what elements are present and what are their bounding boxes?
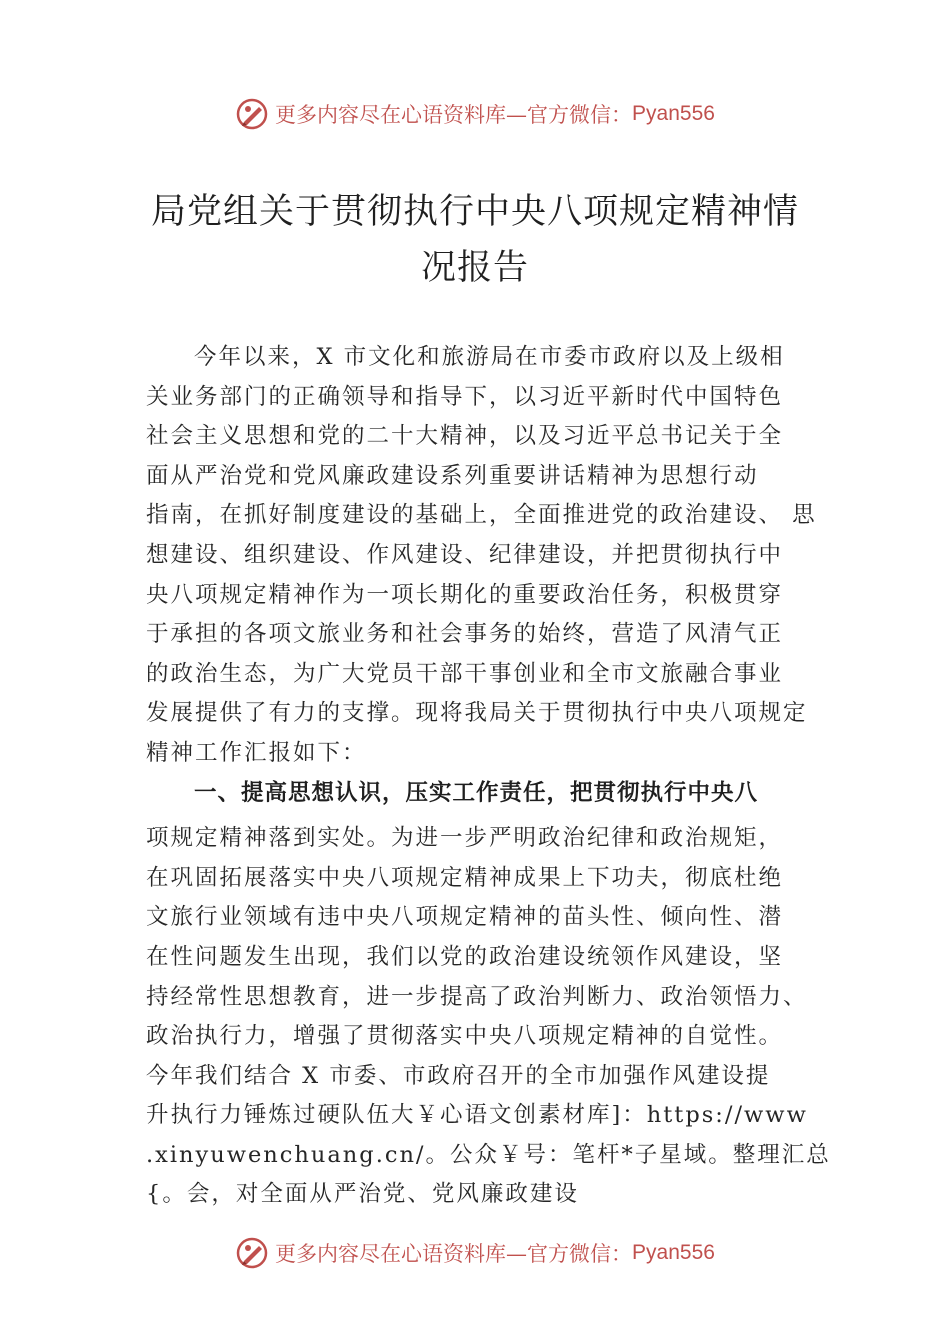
paragraph-line: 在巩固拓展落实中央八项规定精神成果上下功夫，彻底杜绝 <box>146 864 784 891</box>
paragraph-line: 升执行力锤炼过硬队伍大￥心语文创素材库]：https://www <box>146 1102 808 1129</box>
section-heading: 一、提高思想认识，压实工作责任，把贯彻执行中央八 <box>194 779 759 806</box>
watermark-text: 更多内容尽在心语资料库—官方微信： <box>275 103 633 127</box>
watermark-handle: Pyan556 <box>632 1241 715 1264</box>
document-body <box>146 338 831 1215</box>
paragraph-line: 于承担的各项文旅业务和社会事务的始终，营造了风清气正 <box>146 621 784 648</box>
paragraph-line: 项规定精神落到实处。为进一步严明政治纪律和政治规矩， <box>146 825 784 852</box>
paragraph-line: 发展提供了有力的支撑。现将我局关于贯彻执行中央八项规定 <box>146 700 808 727</box>
paragraph-line: 社会主义思想和党的二十大精神，以及习近平总书记关于全 <box>146 423 784 450</box>
paragraph-line: 今年我们结合 X 市委、市政府召开的全市加强作风建设提 <box>146 1062 771 1089</box>
watermark-handle: Pyan556 <box>632 102 715 125</box>
paragraph-line: .xinyuwenchuang.cn/。公众￥号：笔杆*子星域。整理汇总 <box>146 1141 831 1168</box>
paragraph-line: 文旅行业领域有违中央八项规定精神的苗头性、倾向性、潜 <box>146 904 784 931</box>
paragraph-line: 持经常性思想教育，进一步提高了政治判断力、政治领悟力、 <box>146 983 808 1010</box>
document-title <box>140 184 810 296</box>
paragraph-line: 关业务部门的正确领导和指导下，以习近平新时代中国特色 <box>146 383 784 410</box>
title-line: 局党组关于贯彻执行中央八项规定精神情 <box>150 192 799 232</box>
title-line: 况报告 <box>420 248 529 288</box>
paragraph-line: 的政治生态，为广大党员干部干事创业和全市文旅融合事业 <box>146 660 784 687</box>
paragraph-line: 在性问题发生出现，我们以党的政治建设统领作风建设，坚 <box>146 943 784 970</box>
watermark-banner-bottom <box>0 1231 950 1275</box>
pen-logo-icon <box>235 97 269 131</box>
paragraph-line: 面从严治党和党风廉政建设系列重要讲话精神为思想行动 <box>146 462 759 489</box>
paragraph-line: 指南，在抓好制度建设的基础上，全面推进党的政治建设、 思 <box>146 502 817 529</box>
watermark-text: 更多内容尽在心语资料库—官方微信： <box>275 1242 633 1266</box>
paragraph-line: {。会，对全面从严治党、党风廉政建设 <box>146 1181 579 1208</box>
paragraph-line: 精神工作汇报如下： <box>146 739 367 766</box>
watermark-banner-top <box>0 92 950 136</box>
pen-logo-icon <box>235 1236 269 1270</box>
paragraph-line: 央八项规定精神作为一项长期化的重要政治任务，积极贯穿 <box>146 581 784 608</box>
paragraph-line: 想建设、组织建设、作风建设、纪律建设，并把贯彻执行中 <box>146 541 784 568</box>
paragraph-line: 今年以来，X 市文化和旅游局在市委市政府以及上级相 <box>194 344 785 370</box>
paragraph-line: 政治执行力，增强了贯彻落实中央八项规定精神的自觉性。 <box>146 1023 784 1050</box>
